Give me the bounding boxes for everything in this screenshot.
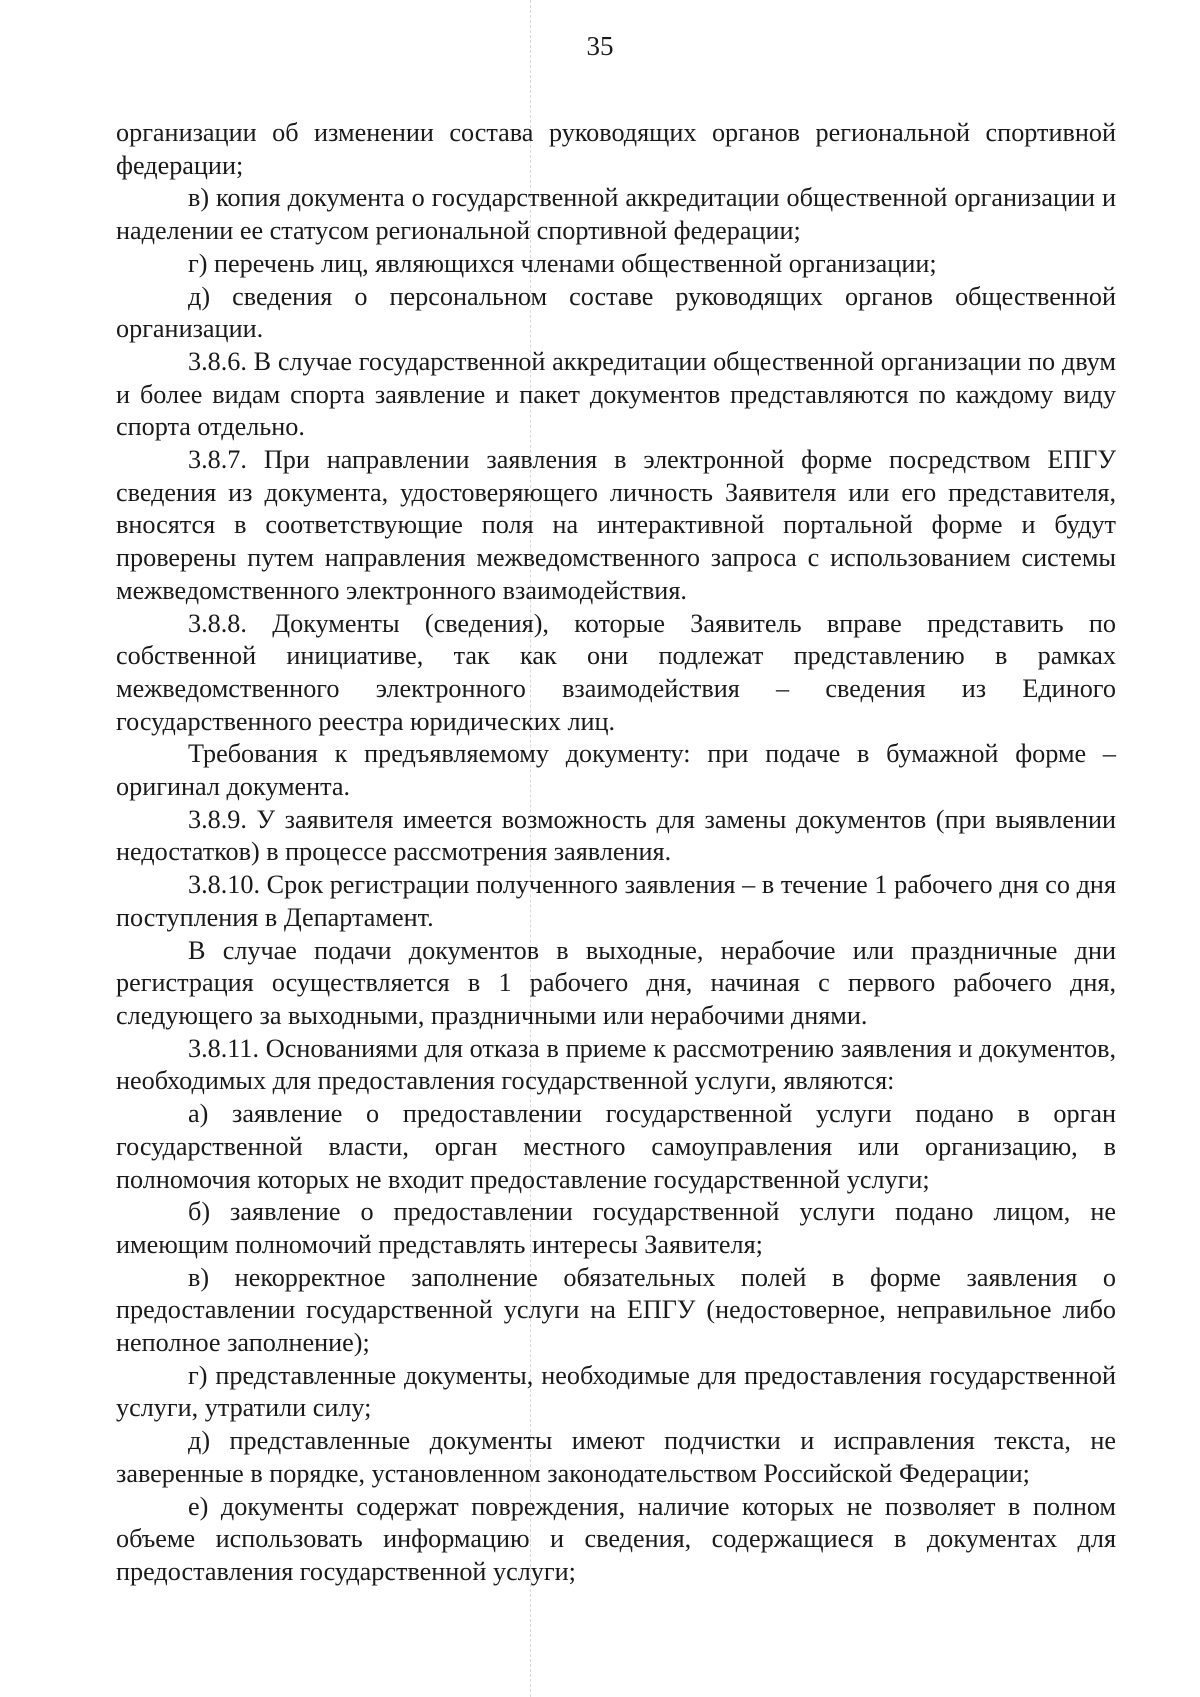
paragraph: организации об изменении состава руководящих органов региональной спортивной федерации; (116, 118, 1116, 180)
paragraph: а) заявление о предоставлении государственной услуги подано в орган государственной власти, орган местного самоуправления или организацию, в полномочия которых не входит предоставление государственной услуги; (116, 1099, 1116, 1194)
paragraph: д) сведения о персональном составе руководящих органов общественной организации. (116, 281, 1116, 344)
paragraph: 3.8.11. Основаниями для отказа в приеме к рассмотрению заявления и документов, необходимых для предоставления государственной услуги, являются: (116, 1033, 1116, 1096)
paragraph: в) копия документа о государственной аккредитации общественной организации и наделении ее статусом региональной спортивной федерации; (116, 183, 1116, 246)
paragraph: 3.8.7. При направлении заявления в электронной форме посредством ЕПГУ сведения из документа, удостоверяющего личность Заявителя или его представителя, вносятся в соответствующие поля на интерактивной портальной форме и будут проверены путем направления межведомственного запроса с использованием системы межведомственного электронного взаимодействия. (116, 445, 1116, 605)
paragraph: 3.8.6. В случае государственной аккредитации общественной организации по двум и более видам спорта заявление и пакет документов представляются по каждому виду спорта отдельно. (116, 346, 1116, 442)
paragraph: 3.8.10. Срок регистрации полученного заявления – в течение 1 рабочего дня со дня поступления в Департамент. (116, 870, 1116, 932)
document-body (116, 117, 1116, 1589)
paragraph: д) представленные документы имеют подчистки и исправления текста, не заверенные в порядке, установленном законодательством Российской Федерации; (116, 1426, 1116, 1488)
page-number: 35 (586, 31, 614, 61)
paragraph: б) заявление о предоставлении государственной услуги подано лицом, не имеющим полномочий представлять интересы Заявителя; (116, 1197, 1116, 1259)
paragraph: в) некорректное заполнение обязательных полей в форме заявления о предоставлении государственной услуги на ЕПГУ (недостоверное, неправильное либо неполное заполнение); (116, 1262, 1116, 1358)
paragraph: г) представленные документы, необходимые для предоставления государственной услуги, утратили силу; (116, 1360, 1116, 1423)
paragraph: 3.8.9. У заявителя имеется возможность для замены документов (при выявлении недостатков) в процессе рассмотрения заявления. (116, 804, 1116, 867)
paragraph: Требования к предъявляемому документу: при подаче в бумажной форме – оригинал документа. (116, 739, 1116, 802)
paragraph: 3.8.8. Документы (сведения), которые Заявитель вправе представить по собственной инициативе, так как они подлежат представлению в рамках межведомственного электронного взаимодействия – сведения из Единого государственного реестра юридических лиц. (116, 608, 1116, 736)
paragraph: е) документы содержат повреждения, наличие которых не позволяет в полном объеме использовать информацию и сведения, содержащиеся в документах для предоставления государственной услуги; (116, 1491, 1116, 1586)
paragraph: г) перечень лиц, являющихся членами общественной организации; (188, 248, 937, 278)
paragraph: В случае подачи документов в выходные, нерабочие или праздничные дни регистрация осуществляется в 1 рабочего дня, начиная с первого рабочего дня, следующего за выходными, праздничными или нерабочими днями. (116, 935, 1116, 1030)
